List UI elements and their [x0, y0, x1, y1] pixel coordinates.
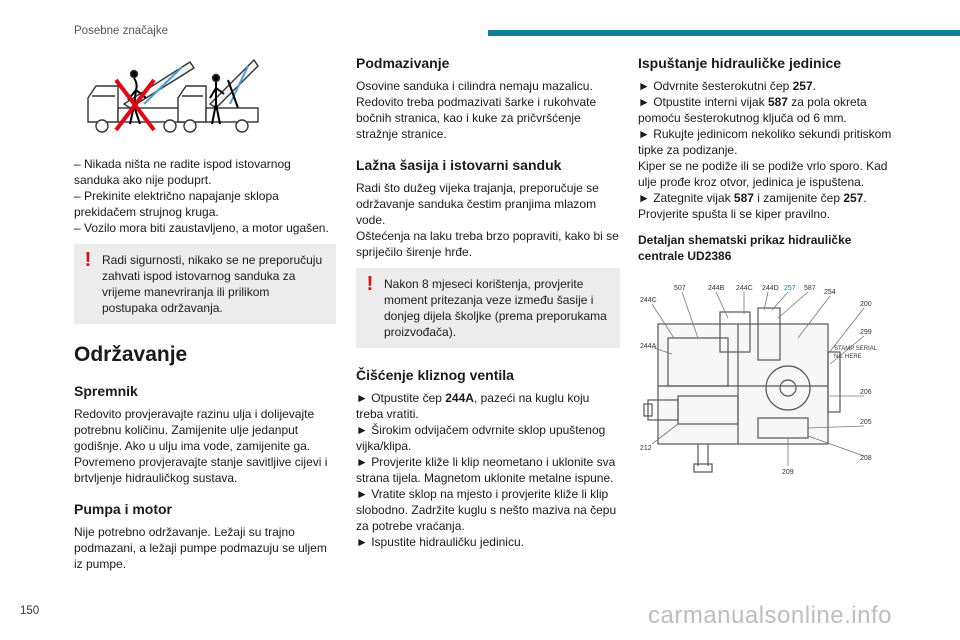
label-212: 212 [640, 445, 652, 452]
label-254: 254 [824, 289, 836, 296]
page-number: 150 [20, 605, 40, 617]
label-244c: 244C [736, 285, 753, 292]
paragraph: Provjerite spušta li se kiper pravilno. [638, 207, 831, 221]
section-title: Održavanje [74, 343, 188, 366]
column-right [638, 54, 900, 478]
label-205: 205 [860, 419, 872, 426]
running-header: Posebne značajke [74, 25, 168, 37]
label-209: 209 [782, 469, 794, 476]
label-587: 587 [804, 285, 816, 292]
paragraph: Redovito provjeravajte razinu ulja i dolijevajte potrebnu količinu. Zamijenite ulje jedanput godišnje. Ako u ulju ima vode, zamijenite ga. Povremeno provjeravajte stanje savitljive cijevi i brtvljenje hidrauličkog sustava. [74, 407, 328, 485]
step: ► Vratite sklop na mjesto i provjerite kliže li klip slobodno. Zadržite kuglu s nešto maziva na čepu za potrebe vraćanja. [356, 487, 617, 533]
stamp-serial-label-2: No. HERE [834, 354, 862, 360]
warning-box [356, 268, 620, 348]
step: ► Otpustite čep 244A, pazeći na kuglu koju treba vratiti. [356, 391, 590, 421]
step: ► Ispustite hidrauličku jedinicu. [356, 535, 524, 549]
step: ► Otpustite interni vijak 587 za pola okreta pomoću šesterokutnog ključa od 6 mm. [638, 95, 867, 125]
paragraph: Osovine sanduka i cilindra nemaju mazalicu. Redovito treba podmazivati šarke i rukohvate bočnih stranica, kao i kuke za pričvršćenje stražnje stranice. [356, 79, 597, 141]
warning-text: Nakon 8 mjeseci korištenja, provjerite moment pritezanja veze između šasije i donjeg dijela školjke (prema preporukama proizvođača). [384, 277, 607, 339]
warning-text: Radi sigurnosti, nikako se ne preporučuju zahvati ispod istovarnog sanduka za vrijeme manevriranja ili prilikom postupaka održavanja. [102, 253, 323, 315]
label-299: 299 [860, 329, 872, 336]
paragraph: Oštećenja na laku treba brzo popraviti, kako bi se spriječilo širenje hrđe. [356, 229, 619, 259]
subsection-title-lazna-sasija: Lažna šasija i istovarni sanduk [356, 157, 562, 173]
paragraph: Kiper se ne podiže ili se podiže vrlo sporo. Kad ulje prođe kroz otvor, jedinica je ispuštena. [638, 159, 888, 189]
step: ► Odvrnite šesterokutni čep 257. [638, 79, 816, 93]
warning-icon: ! [366, 273, 374, 295]
label-200: 200 [860, 301, 872, 308]
label-206: 206 [860, 389, 872, 396]
diagram-title: Detaljan shematski prikaz hidrauličke centrale UD2386 [638, 233, 852, 263]
step: ► Širokim odvijačem odvrnite sklop upuštenog vijka/klipa. [356, 423, 606, 453]
subsection-title-ispustanje: Ispuštanje hidrauličke jedinice [638, 55, 842, 71]
step: ► Rukujte jedinicom nekoliko sekundi pritiskom tipke za podizanje. [638, 127, 892, 157]
subsection-title-spremnik: Spremnik [74, 383, 138, 399]
subsection-title-pumpa: Pumpa i motor [74, 501, 173, 517]
column-left [74, 50, 336, 572]
list-item: – Vozilo mora biti zaustavljeno, a motor ugašen. [74, 221, 329, 235]
label-257: 257 [784, 285, 796, 292]
list-item: – Nikada ništa ne radite ispod istovarnog sanduka ako nije poduprt. [74, 157, 291, 187]
list-item: – Prekinite električno napajanje sklopa prekidačem strujnog kruga. [74, 189, 279, 219]
column-middle [356, 54, 620, 550]
stamp-serial-label: STAMP SERIAL [834, 346, 878, 352]
header-accent-bar [488, 30, 960, 36]
label-244c-left: 244C [640, 297, 657, 304]
label-507: 507 [674, 285, 686, 292]
label-244a: 244A [640, 343, 657, 350]
label-244d: 244D [762, 285, 779, 292]
subsection-title-ciscenje: Čišćenje kliznog ventila [356, 367, 514, 383]
warning-box [74, 244, 336, 324]
label-208: 208 [860, 455, 872, 462]
tipper-illustration [82, 50, 262, 142]
hydraulic-unit-diagram [638, 278, 888, 478]
warning-icon: ! [84, 249, 92, 271]
paragraph: Nije potrebno održavanje. Ležaji su trajno podmazani, a ležaji pumpe podmazuju se uljem iz pumpe. [74, 525, 327, 571]
watermark: carmanualsonline.info [648, 602, 892, 629]
step: ► Provjerite kliže li klip neometano i uklonite sva strana tijela. Magnetom uklonite metalne ispune. [356, 455, 616, 485]
paragraph: Radi što dužeg vijeka trajanja, preporučuje se održavanje sanduka čestim pranjima mlazom vode. [356, 181, 599, 227]
step: ► Zategnite vijak 587 i zamijenite čep 257. [638, 191, 867, 205]
label-244b: 244B [708, 285, 725, 292]
subsection-title-podmazivanje: Podmazivanje [356, 55, 450, 71]
